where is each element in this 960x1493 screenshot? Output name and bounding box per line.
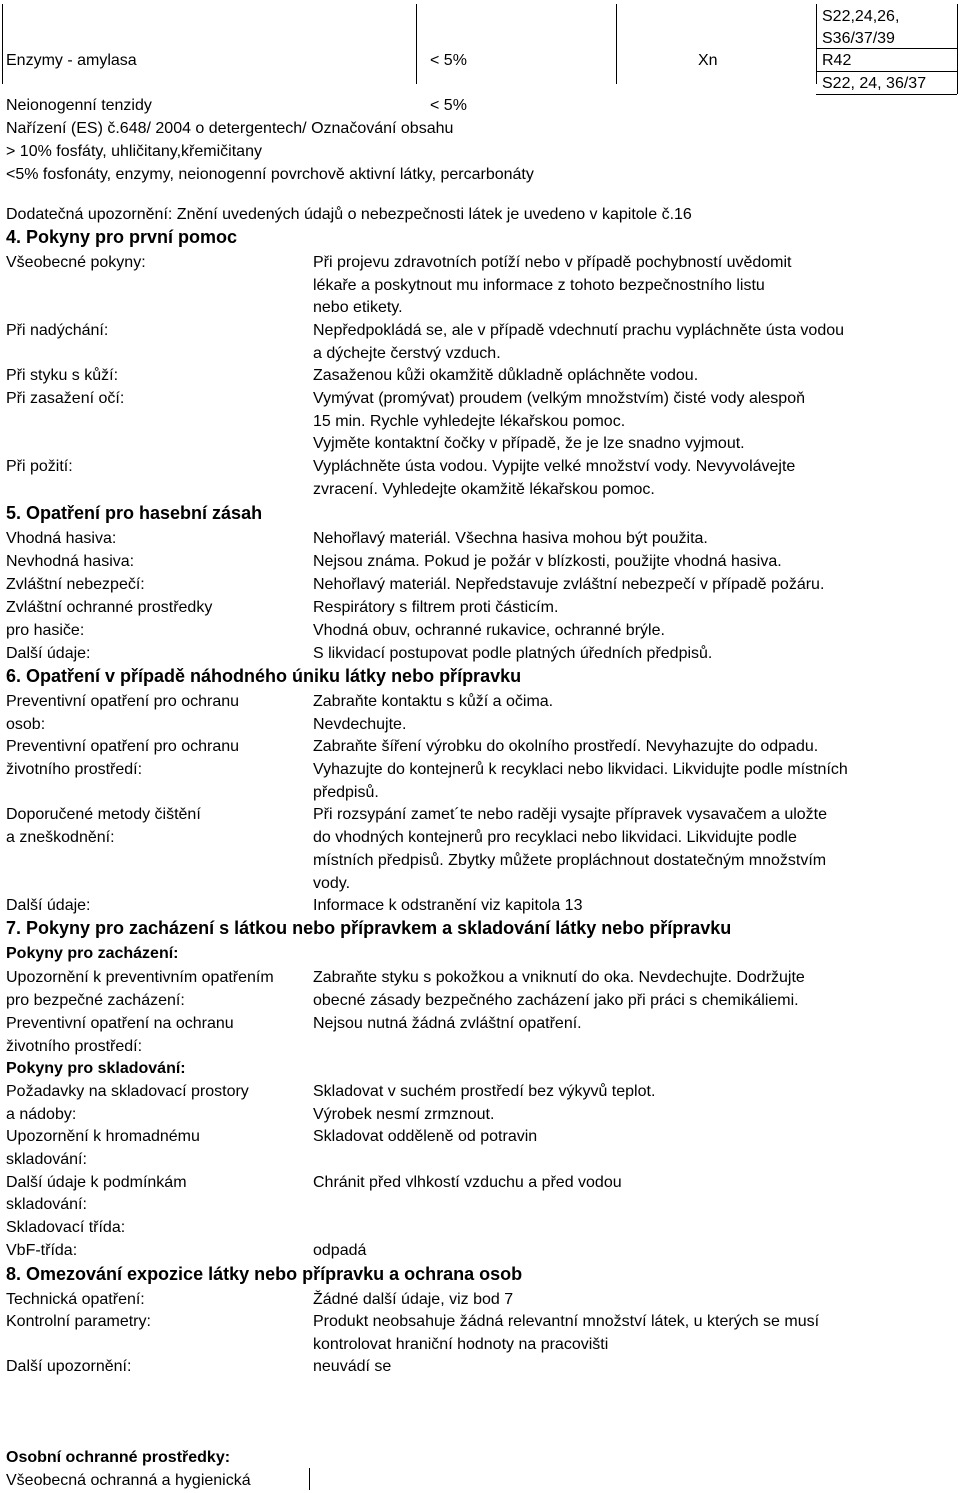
ppe-general-label: Všeobecná ochranná a hygienická bbox=[6, 1472, 251, 1489]
s7-common-val-1: Skladovat odděleně od potravin bbox=[313, 1128, 538, 1145]
s5-protect-label-2: pro hasiče: bbox=[6, 622, 85, 639]
s7-req-label-1: Požadavky na skladovací prostory bbox=[6, 1083, 249, 1100]
s5-other-label: Další údaje: bbox=[6, 645, 91, 662]
s4-skin-label: Při styku s kůží: bbox=[6, 367, 119, 384]
section-7-title: 7. Pokyny pro zacházení s látkou nebo přípravkem a skladování látky nebo přípravku bbox=[6, 918, 732, 938]
s5-protect-val-1: Respirátory s filtrem proti částicím. bbox=[313, 599, 559, 616]
s4-ingest-2: zvracení. Vyhledejte okamžitě lékařskou pomoc. bbox=[313, 481, 655, 498]
s6-persons-val-1: Zabraňte kontaktu s kůží a očima. bbox=[313, 693, 554, 710]
s7-storage-head: Pokyny pro skladování: bbox=[6, 1060, 186, 1077]
section-4-title: 4. Pokyny pro první pomoc bbox=[6, 227, 238, 247]
s8-ctrl-val-1: Produkt neobsahuje žádná relevantní množství látek, u kterých se musí bbox=[313, 1313, 820, 1330]
enzymy-conc: < 5% bbox=[430, 52, 467, 69]
tenzidy-conc: < 5% bbox=[430, 97, 467, 114]
s7-class-label: Skladovací třída: bbox=[6, 1219, 126, 1236]
s4-ingest-label: Při požití: bbox=[6, 458, 73, 475]
s4-general-1: Při projevu zdravotních potíží nebo v případě pochybností uvědomit bbox=[313, 254, 792, 271]
s7-vbf-val: odpadá bbox=[313, 1242, 367, 1259]
s6-env-val-1: Zabraňte šíření výrobku do okolního prostředí. Nevyhazujte do odpadu. bbox=[313, 738, 819, 755]
table-row-line-3 bbox=[816, 94, 957, 95]
enzymy-name: Enzymy - amylasa bbox=[6, 52, 137, 69]
s6-env-label-2: životního prostředí: bbox=[6, 761, 143, 778]
s5-suit-val: Nehořlavý materiál. Všechna hasiva mohou být použita. bbox=[313, 530, 708, 547]
s6-persons-val-2: Nevdechujte. bbox=[313, 716, 407, 733]
s8-other-val: neuvádí se bbox=[313, 1358, 392, 1375]
s5-unsuit-val: Nejsou známa. Pokud je požár v blízkosti, použijte vhodná hasiva. bbox=[313, 553, 782, 570]
s5-hazard-val: Nehořlavý materiál. Nepředstavuje zvláštní nebezpečí v případě požáru. bbox=[313, 576, 825, 593]
s6-clean-val-3: místních předpisů. Zbytky můžete propláchnout dostatečným množstvím bbox=[313, 852, 827, 869]
s6-clean-val-1: Při rozsypání zamet´te nebo raději vysajte přípravek vysavačem a uložte bbox=[313, 806, 828, 823]
s8-ctrl-val-2: kontrolovat hraniční hodnoty na pracovišti bbox=[313, 1336, 609, 1353]
section-6-title: 6. Opatření v případě náhodného úniku látky nebo přípravku bbox=[6, 666, 522, 686]
table-border-left bbox=[2, 4, 3, 84]
s7-vbf-label: VbF-třída: bbox=[6, 1242, 78, 1259]
s4-eye-2: 15 min. Rychle vyhledejte lékařskou pomoc. bbox=[313, 413, 626, 430]
enzymy-s-phrase: S22, 24, 36/37 bbox=[822, 75, 927, 92]
additional-note: Dodatečná upozornění: Znění uvedených údajů o nebezpečnosti látek je uvedeno v kapitole č.16 bbox=[6, 206, 692, 223]
s6-persons-label-2: osob: bbox=[6, 716, 46, 733]
s5-unsuit-label: Nevhodná hasiva: bbox=[6, 553, 135, 570]
s7-safe-label-2: pro bezpečné zacházení: bbox=[6, 992, 185, 1009]
s5-hazard-label: Zvláštní nebezpečí: bbox=[6, 576, 145, 593]
s6-clean-val-4: vody. bbox=[313, 875, 351, 892]
s7-cond-label-2: skladování: bbox=[6, 1196, 87, 1213]
table-col-line-3 bbox=[816, 4, 817, 84]
s4-eye-3: Vyjměte kontaktní čočky v případě, že je lze snadno vyjmout. bbox=[313, 435, 745, 452]
s4-inhal-1: Nepředpokládá se, ale v případě vdechnutí prachu vypláchněte ústa vodou bbox=[313, 322, 845, 339]
s7-req-val-1: Skladovat v suchém prostředí bez výkyvů teplot. bbox=[313, 1083, 656, 1100]
s6-persons-label-1: Preventivní opatření pro ochranu bbox=[6, 693, 240, 710]
s7-env-label-2: životního prostředí: bbox=[6, 1038, 143, 1055]
s4-general-3: nebo etikety. bbox=[313, 299, 403, 316]
s7-env-label-1: Preventivní opatření na ochranu bbox=[6, 1015, 234, 1032]
s8-other-label: Další upozornění: bbox=[6, 1358, 132, 1375]
s8-tech-label: Technická opatření: bbox=[6, 1291, 145, 1308]
s4-skin-1: Zasaženou kůži okamžitě důkladně opláchněte vodou. bbox=[313, 367, 699, 384]
s6-env-val-2: Vyhazujte do kontejnerů k recyklaci nebo likvidaci. Likvidujte podle místních bbox=[313, 761, 848, 778]
s6-env-val-3: předpisů. bbox=[313, 784, 379, 801]
s5-suit-label: Vhodná hasiva: bbox=[6, 530, 117, 547]
table-r-top: S22,24,26, bbox=[822, 8, 900, 25]
regulation-line-2: > 10% fosfáty, uhličitany,křemičitany bbox=[6, 143, 262, 160]
s8-ctrl-label: Kontrolní parametry: bbox=[6, 1313, 151, 1330]
table-row-line-2 bbox=[816, 71, 957, 72]
table-col-line-2 bbox=[616, 4, 617, 84]
s4-general-label: Všeobecné pokyny: bbox=[6, 254, 146, 271]
s4-ingest-1: Vypláchněte ústa vodou. Vypijte velké množství vody. Nevyvolávejte bbox=[313, 458, 796, 475]
ppe-divider bbox=[309, 1468, 310, 1490]
s7-env-val-1: Nejsou nutná žádná zvláštní opatření. bbox=[313, 1015, 582, 1032]
s8-tech-val: Žádné další údaje, viz bod 7 bbox=[313, 1291, 514, 1308]
enzymy-symbol: Xn bbox=[698, 52, 718, 69]
s6-clean-val-2: do vhodných kontejnerů pro recyklaci nebo likvidaci. Likvidujte podle bbox=[313, 829, 797, 846]
regulation-line-1: Nařízení (ES) č.648/ 2004 o detergentech/ Označování obsahu bbox=[6, 120, 454, 137]
s4-inhal-2: a dýchejte čerstvý vzduch. bbox=[313, 345, 501, 362]
s7-safe-label-1: Upozornění k preventivním opatřením bbox=[6, 969, 274, 986]
s7-req-val-2: Výrobek nesmí zrmznout. bbox=[313, 1106, 495, 1123]
s4-inhal-label: Při nadýchání: bbox=[6, 322, 109, 339]
s6-env-label-1: Preventivní opatření pro ochranu bbox=[6, 738, 240, 755]
s4-eye-label: Při zasažení očí: bbox=[6, 390, 125, 407]
table-border-right bbox=[957, 4, 958, 94]
s6-clean-label-2: a zneškodnění: bbox=[6, 829, 115, 846]
s7-handling-head: Pokyny pro zacházení: bbox=[6, 945, 179, 962]
section-8-title: 8. Omezování expozice látky nebo přípravku a ochrana osob bbox=[6, 1264, 523, 1284]
s5-other-val: S likvidací postupovat podle platných úředních předpisů. bbox=[313, 645, 713, 662]
table-col-line-1 bbox=[416, 4, 417, 84]
s7-cond-val-1: Chránit před vlhkostí vzduchu a před vodou bbox=[313, 1174, 622, 1191]
s7-cond-label-1: Další údaje k podmínkám bbox=[6, 1174, 187, 1191]
s4-general-2: lékaře a poskytnout mu informace z tohoto bezpečnostního listu bbox=[313, 277, 765, 294]
s7-safe-val-2: obecné zásady bezpečného zacházení jako při práci s chemikáliemi. bbox=[313, 992, 799, 1009]
s5-protect-val-2: Vhodná obuv, ochranné rukavice, ochranné brýle. bbox=[313, 622, 665, 639]
section-5-title: 5. Opatření pro hasební zásah bbox=[6, 503, 263, 523]
s7-common-label-2: skladování: bbox=[6, 1151, 87, 1168]
s7-req-label-2: a nádoby: bbox=[6, 1106, 77, 1123]
s7-safe-val-1: Zabraňte styku s pokožkou a vniknutí do oka. Nevdechujte. Dodržujte bbox=[313, 969, 805, 986]
table-r-top2: S36/37/39 bbox=[822, 30, 895, 47]
regulation-line-3: <5% fosfonáty, enzymy, neionogenní povrchově aktivní látky, percarbonáty bbox=[6, 166, 534, 183]
enzymy-r-phrase: R42 bbox=[822, 52, 852, 69]
table-row-line-1 bbox=[816, 48, 957, 49]
s7-common-label-1: Upozornění k hromadnému bbox=[6, 1128, 200, 1145]
s5-protect-label-1: Zvláštní ochranné prostředky bbox=[6, 599, 213, 616]
s4-eye-1: Vymývat (promývat) proudem (velkým množstvím) čisté vody alespoň bbox=[313, 390, 805, 407]
s6-other-val: Informace k odstranění viz kapitola 13 bbox=[313, 897, 583, 914]
ppe-head: Osobní ochranné prostředky: bbox=[6, 1449, 231, 1466]
s6-other-label: Další údaje: bbox=[6, 897, 91, 914]
tenzidy-name: Neionogenní tenzidy bbox=[6, 97, 152, 114]
s6-clean-label-1: Doporučené metody čištění bbox=[6, 806, 201, 823]
